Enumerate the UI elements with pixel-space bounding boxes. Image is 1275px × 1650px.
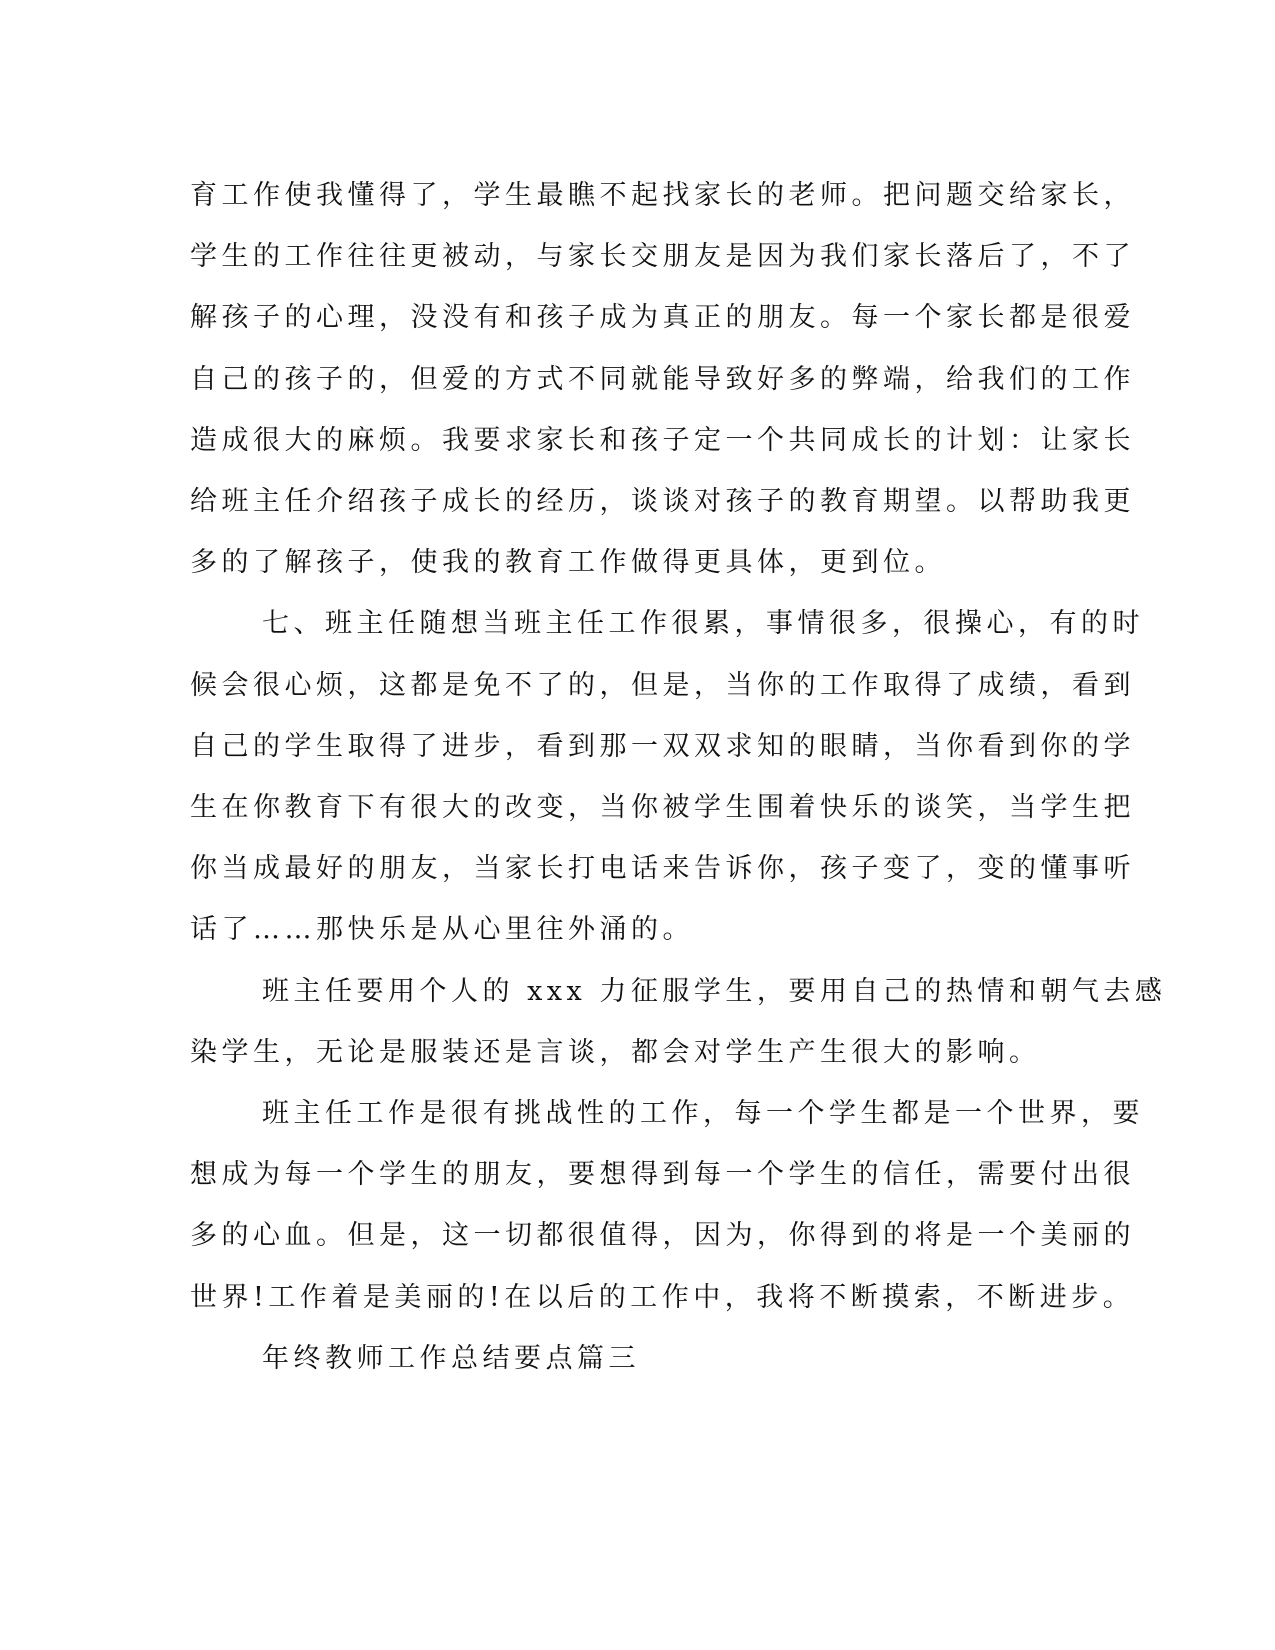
text-line: 染学生，无论是服装还是言谈，都会对学生产生很大的影响。 [190,1036,1041,1068]
text-line: 想成为每一个学生的朋友，要想得到每一个学生的信任，需要付出很 [190,1159,1135,1191]
paragraph-class-teacher-thoughts [190,593,1144,960]
text-line: 造成很大的麻烦。我要求家长和孩子定一个共同成长的计划：让家长 [190,424,1135,456]
text-line: 自己的学生取得了进步，看到那一双双求知的眼睛，当你看到你的学 [190,730,1135,762]
paragraph-challenging-work [190,1083,1144,1328]
text-line: 话了……那快乐是从心里往外涌的。 [190,914,694,946]
paragraph-parent-communication [190,165,1135,593]
text-line: 世界!工作着是美丽的!在以后的工作中，我将不断摸索，不断进步。 [190,1281,1135,1313]
text-line: 自己的孩子的，但爱的方式不同就能导致好多的弊端，给我们的工作 [190,363,1135,395]
text-line: 解孩子的心理，没没有和孩子成为真正的朋友。每一个家长都是很爱 [190,302,1135,334]
text-line: 你当成最好的朋友，当家长打电话来告诉你，孩子变了，变的懂事听 [190,853,1135,885]
text-line: 育工作使我懂得了，学生最瞧不起找家长的老师。把问题交给家长， [190,180,1135,211]
text-line: 多的了解孩子，使我的教育工作做得更具体，更到位。 [190,547,946,579]
paragraph-personal-charm [190,961,1167,1083]
text-line: 候会很心烦，这都是免不了的，但是，当你的工作取得了成绩，看到 [190,669,1135,701]
document-body [190,165,1167,1389]
text-line: 七、班主任随想当班主任工作很累，事情很多，很操心，有的时 [262,608,1144,640]
text-line: 生在你教育下有很大的改变，当你被学生围着快乐的谈笑，当学生把 [190,792,1135,824]
text-line: 学生的工作往往更被动，与家长交朋友是因为我们家长落后了，不了 [190,241,1135,273]
section-heading: 年终教师工作总结要点篇三 [262,1342,640,1374]
text-line: 多的心血。但是，这一切都很值得，因为，你得到的将是一个美丽的 [190,1220,1135,1252]
text-line: 班主任工作是很有挑战性的工作，每一个学生都是一个世界，要 [262,1098,1144,1130]
text-line: 班主任要用个人的 xxx 力征服学生，要用自己的热情和朝气去感 [262,975,1167,1007]
text-line: 给班主任介绍孩子成长的经历，谈谈对孩子的教育期望。以帮助我更 [190,486,1135,518]
